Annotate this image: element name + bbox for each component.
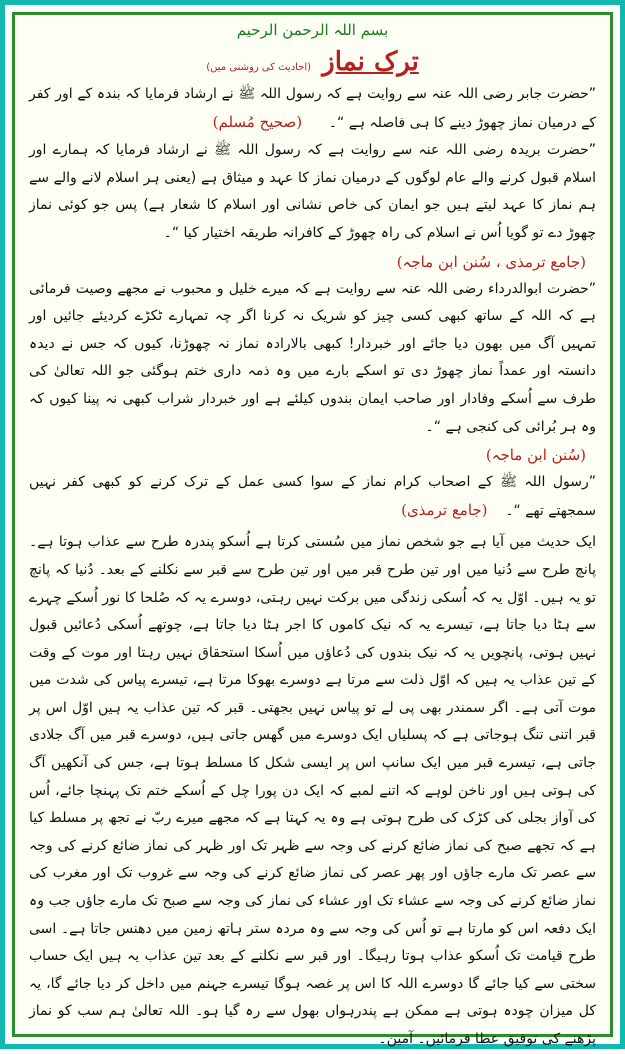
hadith-1 bbox=[29, 81, 596, 137]
hadith-2 bbox=[29, 137, 596, 247]
content-panel bbox=[12, 12, 613, 1047]
hadith-3-text: ”حضرت ابوالدرداء رضی اللہ عنہ سے روایت ہے کہ میرے خلیل و محبوب نے مجھے وصیت فرمائی ہے کہ اللہ کے ساتھ کبھی کسی چیز کو شریک نہ کرنا اگر چہ تمہارے ٹکڑے کردیئے جائیں اور تمہیں آگ میں بھون دیا جائے اور خبردار! کبھی بالارادہ نماز نہ چھوڑنا، کیوں کہ جس نے دیدہ دانستہ اور عمداً نماز چھوڑ دی تو اسکے بارے میں وہ ذمہ داری ختم ہوگئی جو اللہ تعالیٰ کی طرف سے اُسکے وفادار اور صاحب ایمان بندوں کیلئے ہے اور خبردار شراب کبھی نہ پینا کیوں کہ وہ ہر بُرائی کی کنجی ہے “۔ bbox=[29, 280, 596, 435]
hadith-4-reference: (جامع ترمذی) bbox=[401, 500, 488, 519]
hadith-1-text: ”حضرت جابر رضی اللہ عنہ سے روایت ہے کہ رسول اللہ ﷺ نے ارشاد فرمایا کہ بندہ کے اور کفر کے درمیان نماز چھوڑ دینے کا ہی فاصلہ ہے “۔ bbox=[29, 86, 596, 131]
title-row bbox=[29, 47, 596, 81]
hadith-3-reference: (سُنن ابن ماجہ) bbox=[485, 446, 586, 465]
page-subtitle: (احادیث کی روشنی میں) bbox=[206, 62, 312, 73]
hadith-4-text: ”رسول اللہ ﷺ کے اصحاب کرام نماز کے سوا کسی عمل کے ترک کرنے کو کبھی کفر نہیں سمجھتے تھے “۔ bbox=[29, 474, 596, 519]
hadith-2-reference: (جامع ترمذی ، سُنن ابن ماجہ) bbox=[396, 252, 586, 271]
hadith-4 bbox=[29, 469, 596, 525]
hadith-1-reference: (صحیح مُسلم) bbox=[212, 112, 303, 131]
basmala: بسم اللہ الرحمن الرحیم bbox=[236, 21, 389, 39]
hadith-2-text: ”حضرت بریدہ رضی اللہ عنہ سے روایت ہے کہ رسول اللہ ﷺ نے ارشاد فرمایا کہ ہمارے اور اسلام قبول کرنے والے عام لوگوں کے درمیان نماز کا عہد و میثاق ہے (یعنی ہر اسلام لانے والے سے ہم نماز کا عہد لیتے ہیں جو ایمان کی خاص نشانی اور اسلام کا شعار ہے) پس جو کوئی نماز چھوڑ دے تو گویا اُس نے اسلام کی راہ چھوڑ کے کافرانہ طریقہ اختیار کیا “۔ bbox=[29, 142, 596, 241]
page-title: ترک نماز bbox=[322, 47, 419, 77]
hadith-3 bbox=[29, 276, 596, 442]
closing-paragraph: ایک حدیث میں آیا ہے جو شخص نماز میں سُستی کرتا ہے اُسکو پندرہ طرح سے عذاب ہوتا ہے۔ پانچ طرح سے دُنیا میں اور تین طرح قبر میں اور تین طرح سے قبر سے نکلنے کے بعد۔ دُنیا کہ پانچ تو یہ ہیں۔ اوّل یہ کہ اُسکی زندگی میں برکت نہیں رہتی، دوسرے یہ کہ صُلحا کا نور اُسکے چہرے سے ہٹا دیا جاتا ہے، تیسرے یہ کہ نیک کاموں کا اجر ہٹا دیا جاتا ہے، چوتھے اُسکی دُعائیں قبول نہیں ہوتی، پانچویں یہ کہ نیک بندوں کی دُعاؤں میں اُسکا استحقاق نہیں رہتا اور موت کے وقت کے تین عذاب یہ ہیں کہ اوّل ذلت سے مرتا ہے دوسرے بھوکا مرتا ہے، تیسرے پیاس کی شدت میں موت آتی ہے۔ اگر سمندر بھی پی لے تو پیاس نہیں بجھتی۔ قبر کہ تین عذاب یہ ہیں اوّل اس پر قبر اتنی تنگ ہوجاتی ہے کہ پسلیاں ایک دوسرے میں گھس جاتی ہیں، دوسرے قبر میں آگ جلادی جاتی ہے، تیسرے قبر میں ایک سانپ اس پر ایسی شکل کا مسلط ہوتا ہے، جس کی آنکھیں آگ کی ہوتی ہیں اور ناخن لوہے کہ اتنے لمبے کہ ایک دن پورا چل کے اُسکے ختم تک پہنچا جائے، اُس کی آواز بجلی کی کڑک کی طرح ہوتی ہے وہ یہ کہتا ہے کہ مجھے میرے ربّ نے تجھ پر مسلط کیا ہے کہ تجھے صبح کی نماز ضائع کرنے کی وجہ سے ظہر تک اور ظہر کی نماز ضائع کرنے کی وجہ سے عصر تک مارے جاؤں اور پھر عصر کی نماز ضائع کرنے کی وجہ سے غروب تک اور مغرب کی نماز ضائع کرنے کی وجہ سے عشاء تک اور عشاء کی نماز کی وجہ سے صبح تک مارے جاؤں جب وہ ایک دفعہ اس کو مارتا ہے تو اُس کی وجہ سے وہ مردہ ستر ہاتھ زمین میں دھنس جاتا ہے۔ اسی طرح قیامت تک اُسکو عذاب ہوتا رہیگا۔ اور قبر سے نکلنے کے بعد تین عذاب یہ ہیں ایک حساب سختی سے کیا جائے گا دوسرے اللہ کا اس پر غصہ ہوگا تیسرے جہنم میں داخل کر دیا جائے گا، یہ کل میزان چودہ ہوتی ہے ممکن ہے پندرہواں بھول سے رہ گیا ہو۔ اللہ تعالیٰ ہم سب کو نماز پڑھنے کی توفیق عطا فرمائیں۔ آمین۔ bbox=[29, 534, 596, 1047]
